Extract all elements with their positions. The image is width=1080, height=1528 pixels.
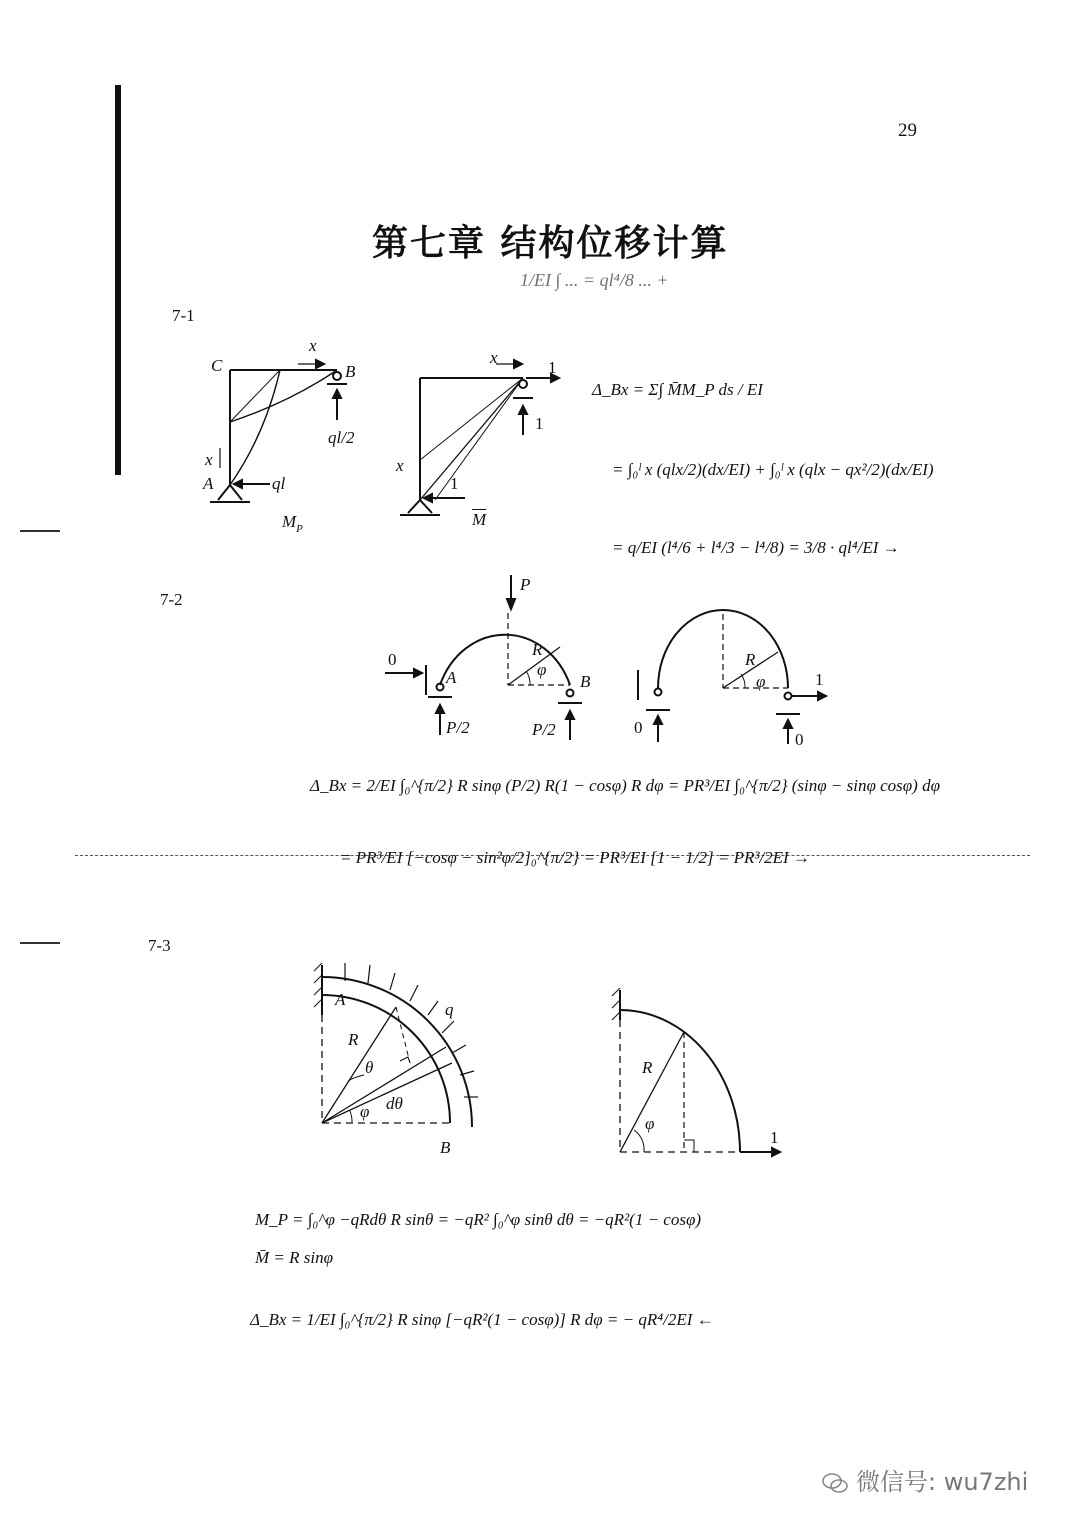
wechat-icon bbox=[822, 1472, 848, 1494]
equation-line: = q/EI (l⁴/6 + l⁴/3 − l⁴/8) = 3/8 · ql⁴/EI → bbox=[612, 538, 900, 557]
angle-label: φ bbox=[537, 660, 547, 679]
coord-x-label: x bbox=[396, 456, 404, 475]
node-label-a: A bbox=[446, 668, 457, 687]
equation-line: Δ_Bx = Σ∫ M̄M_P ds / EI bbox=[592, 380, 763, 399]
equation-line: Δ_Bx = 1/EI ∫₀^{π/2} R sinφ [−qR²(1 − cosφ)] R dφ = − qR⁴/2EI ← bbox=[250, 1310, 714, 1329]
coord-x-label: x bbox=[205, 450, 213, 469]
reaction-label: P/2 bbox=[532, 720, 556, 739]
angle-label: dθ bbox=[386, 1094, 403, 1113]
unit-load-label: 1 bbox=[770, 1128, 779, 1147]
handwritten-note: 1/EI ∫ ... = ql⁴/8 ... + bbox=[520, 270, 669, 290]
watermark bbox=[822, 1462, 1028, 1497]
node-label-c: C bbox=[211, 356, 223, 375]
radius-label: R bbox=[348, 1030, 359, 1049]
reaction-label: 1 bbox=[535, 414, 544, 433]
reaction-label: 0 bbox=[388, 650, 397, 669]
node-label-a: A bbox=[335, 990, 346, 1009]
coord-x-label: x bbox=[490, 348, 498, 367]
load-label: q bbox=[445, 1000, 454, 1019]
scan-side-mark bbox=[20, 942, 60, 944]
angle-label: θ bbox=[365, 1058, 374, 1077]
equation-line: = ∫₀ˡ x (qlx/2)(dx/EI) + ∫₀ˡ x (qlx − qx²/2)(dx/EI) bbox=[612, 460, 934, 479]
curved-beam-diagram-right bbox=[600, 990, 790, 1160]
diagram-caption: $M_P$ bbox=[282, 512, 303, 535]
diagram-caption: $\overline{M}$ bbox=[472, 510, 487, 529]
coord-x-label: x bbox=[309, 336, 317, 355]
reaction-label: 0 bbox=[634, 718, 643, 737]
node-label-b: B bbox=[580, 672, 591, 691]
reaction-label: P/2 bbox=[446, 718, 470, 737]
problem-number: 7-3 bbox=[148, 936, 171, 955]
equation-line: M_P = ∫₀^φ −qRdθ R sinθ = −qR² ∫₀^φ sinθ dθ = −qR²(1 − cosφ) bbox=[255, 1210, 702, 1229]
chapter-title: 第七章 结构位移计算 bbox=[372, 222, 729, 264]
node-label-a: A bbox=[203, 474, 214, 493]
reaction-label: ql/2 bbox=[328, 428, 355, 447]
unit-load-label: 1 bbox=[815, 670, 824, 689]
curved-beam-diagram-left bbox=[300, 955, 500, 1160]
equation-line: M̄ = R sinφ bbox=[255, 1248, 334, 1267]
load-label: ql bbox=[272, 474, 286, 493]
arch-diagram-left bbox=[380, 575, 620, 750]
unit-load-label: 1 bbox=[548, 358, 557, 377]
node-label-b: B bbox=[440, 1138, 451, 1157]
load-label: P bbox=[520, 575, 531, 594]
equation-line: = PR³/EI [−cosφ − sin²φ/2]₀^{π/2} = PR³/EI [1 − 1/2] = PR³/2EI → bbox=[340, 848, 810, 867]
radius-label: R bbox=[745, 650, 756, 669]
radius-label: R bbox=[532, 640, 543, 659]
angle-label: φ bbox=[645, 1114, 655, 1133]
scan-side-mark bbox=[20, 530, 60, 532]
reaction-label: 1 bbox=[450, 474, 459, 493]
angle-label: φ bbox=[756, 672, 766, 691]
scan-margin-rule bbox=[115, 85, 121, 475]
radius-label: R bbox=[642, 1058, 653, 1077]
problem-number: 7-2 bbox=[160, 590, 183, 609]
reaction-label: 0 bbox=[795, 730, 804, 749]
node-label-b: B bbox=[345, 362, 356, 381]
page-number: 29 bbox=[898, 120, 917, 141]
angle-label: φ bbox=[360, 1102, 370, 1121]
equation-line: Δ_Bx = 2/EI ∫₀^{π/2} R sinφ (P/2) R(1 − cosφ) R dφ = PR³/EI ∫₀^{π/2} (sinφ − sinφ cosφ) dφ bbox=[310, 776, 940, 795]
problem-number: 7-1 bbox=[172, 306, 195, 325]
watermark-text: 微信号: wu7zhi bbox=[856, 1468, 1029, 1496]
